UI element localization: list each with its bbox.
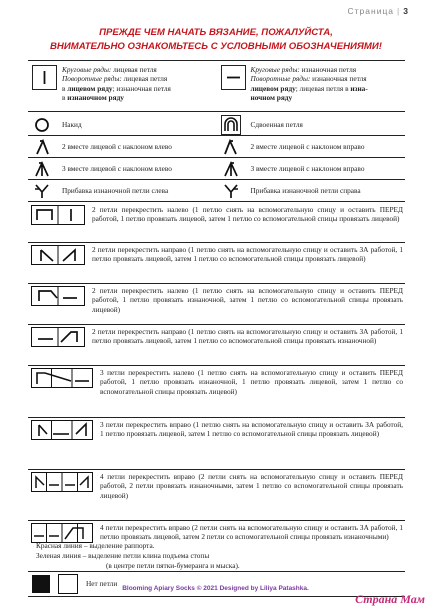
cable-2-right-back-knit-icon	[31, 245, 85, 281]
watermark: Страна Мам	[355, 592, 425, 606]
cable-3-left-front-icon	[31, 368, 93, 415]
purl-increase-right-icon	[221, 181, 241, 201]
k2tog-left-icon	[32, 137, 52, 157]
title-line-1: ПРЕЖДЕ ЧЕМ НАЧАТЬ ВЯЗАНИЕ, ПОЖАЛУЙСТА,	[99, 27, 333, 38]
purl-stitch-icon	[221, 65, 246, 90]
knit-purl-legend	[28, 60, 405, 112]
legend-row: 3 вместе лицевой с наклоном влево 3 вместе лицевой с наклоном вправо	[28, 158, 405, 180]
legend-row: 2 петли перекрестить налево (1 петлю снять на вспомогательную спицу и оставить ПЕРЕД работой, 1 петлю провязать изнаночной, затем 1 петлю со вспомогательной спицы провязать лицевой)	[28, 284, 405, 325]
page-header	[348, 6, 409, 16]
k2tog-right-icon	[221, 137, 241, 157]
yarn-over-icon	[32, 115, 52, 135]
cable-3-right-back-icon	[31, 420, 93, 467]
legend-row: 2 петли перекрестить направо (1 петлю снять на вспомогательную спицу и оставить ЗА работой, 1 петлю провязать лицевой, затем 1 петлю со вспомогательной спицы провязать изнаночной)	[28, 325, 405, 366]
footer-notes	[36, 541, 240, 571]
cable-2-left-front-knit-icon	[31, 205, 85, 240]
page-separator: |	[397, 6, 401, 16]
legend-row: Накид Сдвоенная петля	[28, 114, 405, 136]
red-line-note: Красная линия – выделение раппорта.	[36, 541, 155, 550]
title-line-2: ВНИМАТЕЛЬНО ОЗНАКОМЬТЕСЬ С УСЛОВНЫМИ ОБОЗНАЧЕНИЯМИ!	[49, 41, 383, 52]
page-title	[16, 26, 416, 54]
legend-row: Прибавка изнаночной петли слева Прибавка изнаночной петли справа	[28, 180, 405, 202]
purl-legend: Круговые ряды: изнаночная петля Поворотные ряды: изнаночная петля лицевом ряду; лицевая петля в изна- ночном ряду	[217, 65, 406, 111]
legend-row: Нет петли	[28, 572, 405, 597]
cable-2-right-back-purl-icon	[31, 327, 85, 363]
knit-legend: Круговые ряды: лицевая петля Поворотные ряды: лицевая петля в лицевом ряду; изнаночная петля в изнаночном ряду	[28, 65, 217, 111]
k3tog-right-icon	[221, 159, 241, 179]
cable-legend	[28, 203, 405, 597]
page-label: Страница	[347, 6, 395, 16]
legend-row: 4 петли перекрестить вправо (2 петли снять на вспомогательную спицу и оставить ПЕРЕД работой, 2 петли провязать изнаночными, затем 1 петлю со вспомогательной спицы провязать лицевой)	[28, 470, 405, 521]
cable-4-left-front-icon	[31, 472, 93, 518]
purl-increase-left-icon	[32, 181, 52, 201]
pair-legend	[28, 114, 405, 202]
page-number: 3	[403, 6, 409, 16]
legend-row: 3 петли перекрестить вправо (1 петлю снять на вспомогательную спицу и оставить ЗА работой, 1 петлю провязать лицевой, затем 1 петлю со вспомогательной спицы провязать лицевой)	[28, 418, 405, 470]
green-line-note: Зеленая линия – выделение петли клина подъема стопы	[36, 551, 210, 560]
credit-line: Blooming Apiary Socks © 2021 Designed by Liliya Patashka.	[122, 585, 309, 592]
green-line-detail: (в центре петли пятки-бумеранга и мыска).	[106, 561, 240, 570]
legend-row: 2 петли перекрестить налево (1 петлю снять на вспомогательную спицу и оставить ПЕРЕД работой, 1 петлю провязать лицевой, затем 1 петлю со вспомогательной спицы провязать лицевой)	[28, 203, 405, 243]
legend-row: 2 вместе лицевой с наклоном влево 2 вместе лицевой с наклоном вправо	[28, 136, 405, 158]
legend-row: 3 петли перекрестить налево (1 петлю снять на вспомогательную спицу и оставить ПЕРЕД работой, 1 петлю провязать изнаночной, 1 петлю провязать лицевой, затем 1 петлю со вспомогательной спицы провязать лицевой)	[28, 366, 405, 418]
double-loop-icon	[221, 115, 241, 135]
legend-row: 4 петли перекрестить вправо (2 петли снять на вспомогательную спицу и оставить ЗА работой, 1 петлю провязать лицевой, затем 2 петли со вспомогательной спицы провязать изнаночными)	[28, 521, 405, 572]
cable-2-left-front-purl-icon	[31, 286, 85, 322]
legend-row: 2 петли перекрестить направо (1 петлю снять на вспомогательную спицу и оставить ЗА работой, 1 петлю провязать лицевой, затем 1 петлю со вспомогательной спицы провязать лицевой)	[28, 243, 405, 284]
knit-stitch-icon	[32, 65, 57, 90]
k3tog-left-icon	[32, 159, 52, 179]
